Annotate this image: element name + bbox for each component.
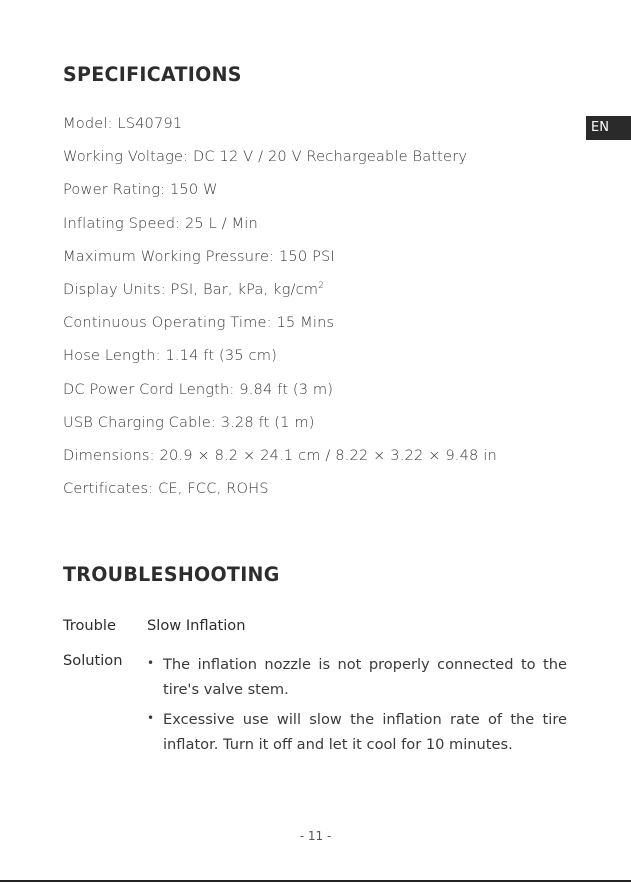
solution-list	[147, 652, 567, 762]
bullet-icon: •	[147, 656, 155, 670]
trouble-label: Trouble	[63, 617, 116, 634]
spec-dc-cord-length: DC Power Cord Length: 9.84 ft (3 m)	[63, 380, 334, 398]
superscript-two: 2	[318, 280, 325, 291]
solution-text: The inflation nozzle is not properly connected to the tire's valve stem.	[163, 656, 567, 698]
troubleshooting-heading: TROUBLESHOOTING	[63, 563, 280, 587]
spec-usb-cable: USB Charging Cable: 3.28 ft (1 m)	[63, 413, 315, 431]
spec-max-pressure: Maximum Working Pressure: 150 PSI	[63, 247, 335, 265]
solution-text: Excessive use will slow the inflation rate of the tire inflator. Turn it off and let it cool for 10 minutes.	[163, 711, 567, 753]
specifications-list	[63, 114, 497, 512]
language-tab: EN	[586, 116, 631, 140]
spec-operating-time: Continuous Operating Time: 15 Mins	[63, 314, 335, 332]
solution-item	[147, 652, 567, 702]
spec-power-rating: Power Rating: 150 W	[63, 181, 218, 199]
page-number: - 11 -	[299, 829, 332, 843]
trouble-value: Slow Inflation	[147, 617, 246, 634]
spec-working-voltage: Working Voltage: DC 12 V / 20 V Rechargeable Battery	[63, 148, 468, 166]
solution-item	[147, 707, 567, 757]
spec-display-units	[63, 280, 497, 313]
solution-label: Solution	[63, 652, 123, 669]
spec-model: Model: LS40791	[63, 115, 183, 132]
spec-certificates: Certificates: CE, FCC, ROHS	[63, 480, 269, 498]
bullet-icon: •	[147, 711, 155, 725]
spec-inflating-speed: Inflating Speed: 25 L / Min	[63, 214, 258, 232]
spec-hose-length: Hose Length: 1.14 ft (35 cm)	[63, 347, 277, 365]
spec-display-units-text: Display Units: PSI, Bar, kPa, kg/cm	[63, 280, 319, 298]
specifications-heading: SPECIFICATIONS	[63, 63, 242, 87]
bottom-rule	[0, 880, 631, 882]
spec-dimensions: Dimensions: 20.9 × 8.2 × 24.1 cm / 8.22 × 3.22 × 9.48 in	[63, 446, 497, 464]
